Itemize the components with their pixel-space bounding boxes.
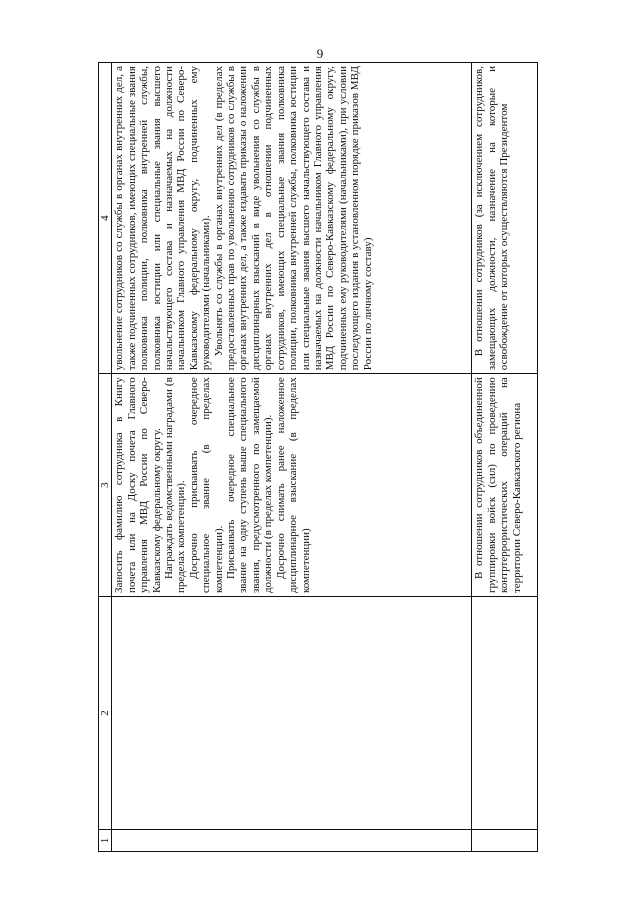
paragraph: В отношении сотрудников (за исключением сотрудников, замещающих должности, назначение на которые и освобождение от которых осуществляются Президентом — [473, 66, 511, 371]
paragraph: В отношении сотрудников объединенной группировки войск (сил) по проведению контртеррористических операций на территории Северо-Кавказского региона — [473, 377, 523, 594]
paragraph: Заносить фамилию сотрудника в Книгу почета или на Доску почета Главного управления МВД России по Северо-Кавказскому федеральному округу. — [113, 377, 163, 594]
header-col-2: 2 — [99, 597, 112, 830]
header-row — [99, 63, 112, 852]
cell-r1-c1 — [112, 829, 472, 851]
cell-r2-c4 — [472, 63, 538, 374]
document-table — [98, 62, 538, 852]
cell-r2-c2 — [472, 597, 538, 830]
cell-r2-c3 — [472, 374, 538, 597]
paragraph: Награждать ведомственными наградами (в пределах компетенции). — [163, 377, 188, 594]
cell-r1-c2 — [112, 597, 472, 830]
cell-r1-c4 — [112, 63, 472, 374]
header-col-1: 1 — [99, 829, 112, 851]
page-number: 9 — [316, 46, 324, 61]
table-wrapper — [98, 62, 538, 852]
paragraph: Досрочно снимать ранее наложенное дисциплинарное взыскание (в пределах компетенции) — [274, 377, 312, 594]
rotated-table-container — [98, 62, 538, 852]
header-col-4: 4 — [99, 63, 112, 374]
table-row — [472, 63, 538, 852]
paragraph: Досрочно присваивать очередное специальное звание (в пределах компетенции). — [187, 377, 225, 594]
cell-r2-c1 — [472, 829, 538, 851]
paragraph: Присваивать очередное специальное звание на одну ступень выше специального звания, предусмотренного по замещаемой должности (в пределах компетенции). — [225, 377, 275, 594]
paragraph: увольнение сотрудников со службы в органах внутренних дел, а также подчиненных сотрудников, имеющих специальные звания полковника полиции, полковника внутренней службы, полковника юстиции или специальные звания высшего начальствующего состава и назначаемых на должности начальником Главного управления МВД России по Северо-Кавказскому федеральному округу, подчиненных ему руководителями (начальниками). — [113, 66, 213, 371]
header-col-3: 3 — [99, 374, 112, 597]
table-row — [112, 63, 472, 852]
paragraph: Увольнять со службы в органах внутренних дел (в пределах предоставленных прав по увольнению сотрудников со службы в органах внутренних дел, а также издавать приказы о наложении дисциплинарных взысканий в виде увольнения со службы в органах внутренних дел в отношении подчиненных сотрудников, имеющих специальные звания полковника полиции, полковника внутренней службы, полковника юстиции или специальные звания высшего начальствующего состава и назначаемых на должности начальником Главного управления МВД России по Северо-Кавказскому федеральному округу, подчиненных ему руководителями (начальниками), при условии последующего издания в установленном порядке приказов МВД России по личному составу) — [212, 66, 374, 371]
cell-r1-c3 — [112, 374, 472, 597]
